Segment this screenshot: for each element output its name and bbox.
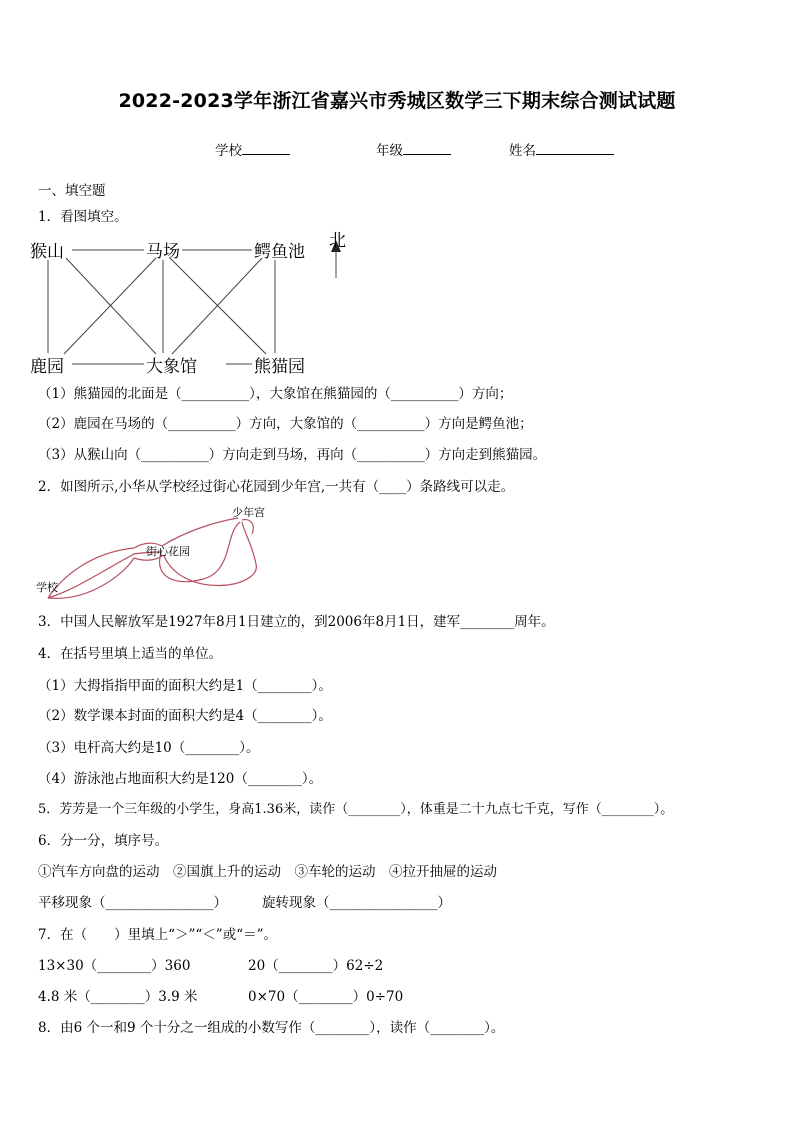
grade-blank[interactable] — [403, 140, 451, 155]
q2-stem: 2．如图所示,小华从学校经过街心花园到少年宫,一共有（____）条路线可以走。 — [38, 479, 515, 495]
map-label-eyuchi: 鳄鱼池 — [254, 242, 305, 262]
q1-part2: （2）鹿园在马场的（__________）方向，大象馆的（__________）方向是鳄鱼池； — [38, 416, 533, 432]
map-label-machang: 马场 — [146, 242, 180, 262]
route-diagram — [34, 504, 284, 604]
section-heading: 一、填空题 — [38, 183, 106, 199]
name-blank[interactable] — [536, 140, 614, 155]
palace-label: 少年宫 — [232, 506, 265, 519]
q7-a: 13×30（________）360 — [38, 958, 191, 974]
name-field[interactable] — [509, 140, 614, 160]
q1-part3: （3）从猴山向（__________）方向走到马场，再向（__________）方向走到熊猫园。 — [38, 447, 547, 463]
q4-stem: 4．在括号里填上适当的单位。 — [38, 646, 223, 662]
zoo-map-diagram — [30, 228, 360, 380]
q6-translation: 平移现象（________________） — [38, 895, 227, 911]
q6-stem: 6．分一分，填序号。 — [38, 833, 169, 849]
q7-stem: 7．在（ ）里填上“＞”“＜”或“＝”。 — [38, 927, 277, 943]
q4-part4: （4）游泳池占地面积大约是120（________）。 — [38, 771, 323, 787]
map-label-houshan: 猴山 — [30, 242, 64, 262]
q7-d: 0×70（________）0÷70 — [248, 989, 404, 1005]
q1-stem: 1．看图填空。 — [38, 209, 128, 225]
q7-b: 20（________）62÷2 — [248, 958, 384, 974]
q4-part1: （1）大拇指指甲面的面积大约是1（________）。 — [38, 678, 332, 694]
q6-rotation: 旋转现象（________________） — [262, 895, 451, 911]
map-label-luyuan: 鹿园 — [30, 357, 64, 377]
q7-c: 4.8 米（________）3.9 米 — [38, 989, 198, 1005]
north-label: 北 — [329, 231, 346, 251]
q1-part1: （1）熊猫园的北面是（__________），大象馆在熊猫园的（__________）方向； — [38, 386, 513, 402]
school-label-map: 学校 — [36, 581, 58, 594]
q8-text: 8．由6 个一和9 个十分之一组成的小数写作（________），读作（________）。 — [38, 1020, 505, 1036]
q4-part2: （2）数学课本封面的面积大约是4（________）。 — [38, 708, 332, 724]
q5-text: 5．芳芳是一个三年级的小学生，身高1.36米，读作（________），体重是二十九点七千克，写作（________）。 — [38, 802, 674, 817]
map-label-daxiangguan: 大象馆 — [146, 357, 197, 377]
q6-options: ①汽车方向盘的运动 ②国旗上升的运动 ③车轮的运动 ④拉开抽屉的运动 — [38, 864, 497, 880]
school-label: 学校 — [215, 143, 242, 159]
garden-label: 街心花园 — [146, 545, 190, 558]
name-label: 姓名 — [509, 143, 536, 159]
grade-label: 年级 — [376, 143, 403, 159]
grade-field[interactable] — [376, 140, 451, 160]
q4-part3: （3）电杆高大约是10（________）。 — [38, 740, 260, 756]
page-title: 2022-2023学年浙江省嘉兴市秀城区数学三下期末综合测试试题 — [118, 90, 676, 112]
school-blank[interactable] — [242, 140, 290, 155]
school-field[interactable] — [215, 140, 290, 160]
q3-text: 3．中国人民解放军是1927年8月1日建立的，到2006年8月1日，建军________周年。 — [38, 614, 555, 630]
map-label-xiongmaoyuan: 熊猫园 — [254, 357, 305, 377]
